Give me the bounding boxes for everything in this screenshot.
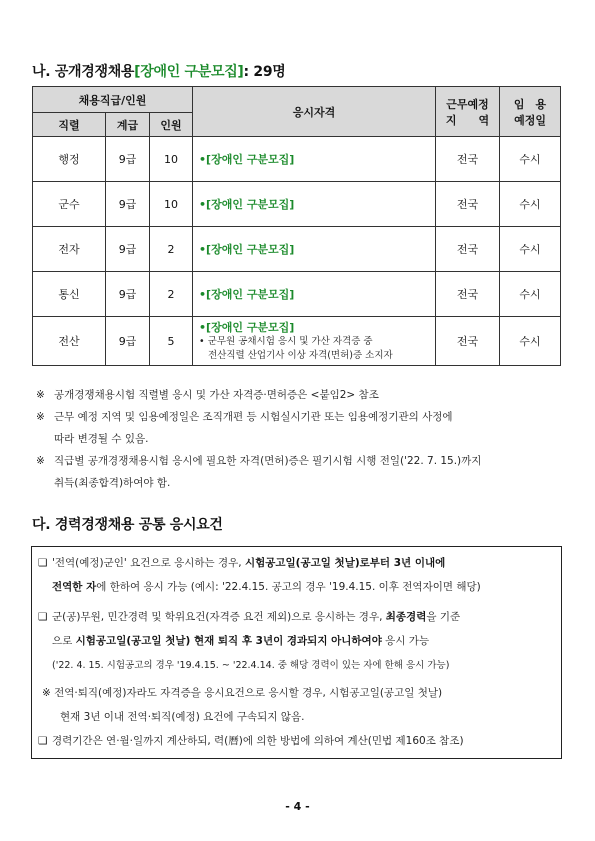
- requirements-box: [31, 546, 562, 759]
- disabled-category-highlight: [장애인 구분모집]: [134, 64, 244, 80]
- checkbox-bullet-icon: ❑: [38, 557, 48, 569]
- header-count: 인원: [150, 113, 193, 137]
- header-grade: 계급: [106, 113, 150, 137]
- requirement-item: ❑ '전역(예정)군인' 요건으로 응시하는 경우, 시험공고일(공고일 첫날)로부터 3년 이내에 전역한 자에 한하여 응시 가능 (예시: '22.4.15. 공고의 경우 '19.4.15. 이후 전역자이면 해당): [38, 551, 558, 599]
- header-job: 직렬: [33, 113, 106, 137]
- section-title-public-recruitment: 나. 공개경쟁채용[장애인 구분모집]: 29명: [32, 64, 286, 80]
- note-item: ※ 공개경쟁채용시험 직렬별 응시 및 가산 자격증·면허증은 <붙임2> 참조: [36, 389, 379, 401]
- notes: [36, 384, 566, 494]
- note-item: ※ 직급별 공개경쟁채용시험 응시에 필요한 자격(면허)증은 필기시험 시행 전일('22. 7. 15.)까지 취득(최종합격)하여야 함.: [36, 455, 482, 489]
- header-qualification: 응시자격: [193, 87, 436, 137]
- requirement-note: ※ 전역·퇴직(예정)자라도 자격증을 응시요건으로 응시할 경우, 시험공고일(공고일 첫날) 현재 3년 이내 전역·퇴직(예정) 요건에 구속되지 않음.: [42, 687, 443, 723]
- checkbox-bullet-icon: ❑: [38, 611, 48, 623]
- section-title-career-requirements: 다. 경력경쟁채용 공통 응시요건: [32, 517, 223, 533]
- table-row: 전산 9급 5 •[장애인 구분모집] • 군무원 공채시험 응시 및 가산 자격증 중 전산직렬 산업기사 이상 자격(면허)증 소지자 전국 수시: [33, 317, 561, 366]
- table-row: 통신 9급 2 •[장애인 구분모집] 전국 수시: [33, 272, 561, 317]
- checkbox-bullet-icon: ❑: [38, 735, 48, 747]
- note-item: ※ 근무 예정 지역 및 임용예정일은 조직개편 등 시험실시기관 또는 임용예정기관의 사정에 따라 변경될 수 있음.: [36, 411, 453, 445]
- header-appointment-date: 임 용 예정일: [500, 87, 561, 137]
- recruitment-table: [32, 86, 561, 366]
- header-region: 근무예정 지 역: [436, 87, 500, 137]
- table-row: 행정 9급 10 •[장애인 구분모집] 전국 수시: [33, 137, 561, 182]
- header-group: 채용직급/인원: [33, 87, 193, 113]
- page-number: - 4 -: [285, 800, 310, 813]
- requirement-item: ❑ 경력기간은 연·월·일까지 계산하되, 력(曆)에 의한 방법에 의하여 계산(민법 제160조 참조): [38, 729, 558, 753]
- table-row: 군수 9급 10 •[장애인 구분모집] 전국 수시: [33, 182, 561, 227]
- requirement-item: ❑ 군(공)무원, 민간경력 및 학위요건(자격증 요건 제외)으로 응시하는 경우, 최종경력을 기준 으로 시험공고일(공고일 첫날) 현재 퇴직 후 3년이 경과되지 아니하여야 응시 가능 ('22. 4. 15. 시험공고의 경우 '19.4.15. ~ '22.4.14. 중 해당 경력이 있는 자에 한해 응시 가능): [38, 605, 558, 678]
- table-row: 전자 9급 2 •[장애인 구분모집] 전국 수시: [33, 227, 561, 272]
